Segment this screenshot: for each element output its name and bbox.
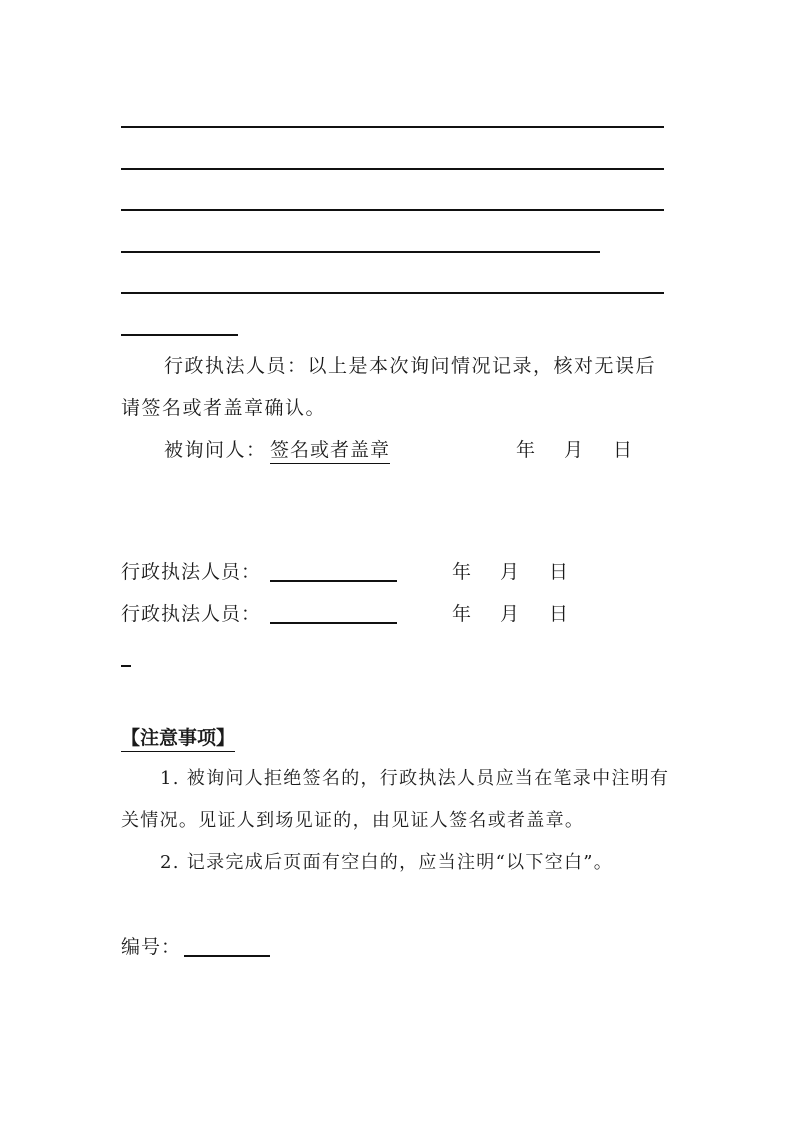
statement-line-1: 行政执法人员：以上是本次询问情况记录，核对无误后: [164, 355, 657, 377]
officer-2-date-day: 日: [549, 603, 569, 625]
blank-line-3: [121, 209, 664, 211]
officer-2-signature-line[interactable]: [270, 622, 397, 624]
blank-line-2: [121, 168, 664, 170]
notes-item-2: 2. 记录完成后页面有空白的，应当注明“以下空白”。: [160, 852, 614, 873]
officer-1-date-day: 日: [549, 561, 569, 583]
officer-2-date-month: 月: [500, 603, 520, 625]
officer-1-date-month: 月: [500, 561, 520, 583]
interviewee-date-month: 月: [564, 439, 584, 461]
statement-line-2: 请签名或者盖章确认。: [121, 397, 327, 419]
interviewee-signature-field[interactable]: 签名或者盖章: [270, 438, 390, 464]
serial-number-line[interactable]: [184, 955, 270, 957]
blank-line-6: [121, 334, 238, 336]
blank-line-5: [121, 292, 664, 294]
interviewee-date-day: 日: [613, 439, 633, 461]
interviewee-label: 被询问人：: [164, 439, 267, 461]
notes-item-1-line-1: 1. 被询问人拒绝签名的，行政执法人员应当在笔录中注明有: [160, 768, 670, 789]
officer-1-date-year: 年: [452, 561, 472, 583]
notes-title: 【注意事项】: [121, 726, 235, 752]
officer-2-label: 行政执法人员：: [121, 603, 262, 625]
blank-line-4: [121, 251, 600, 253]
officer-1-label: 行政执法人员：: [121, 561, 262, 583]
officer-1-signature-line[interactable]: [270, 580, 397, 582]
blank-line-1: [121, 126, 664, 128]
serial-label: 编号：: [121, 936, 182, 958]
dash-mark: [121, 665, 131, 667]
notes-item-1-line-2: 关情况。见证人到场见证的，由见证人签名或者盖章。: [121, 810, 585, 831]
officer-2-date-year: 年: [452, 603, 472, 625]
interviewee-date-year: 年: [516, 439, 536, 461]
